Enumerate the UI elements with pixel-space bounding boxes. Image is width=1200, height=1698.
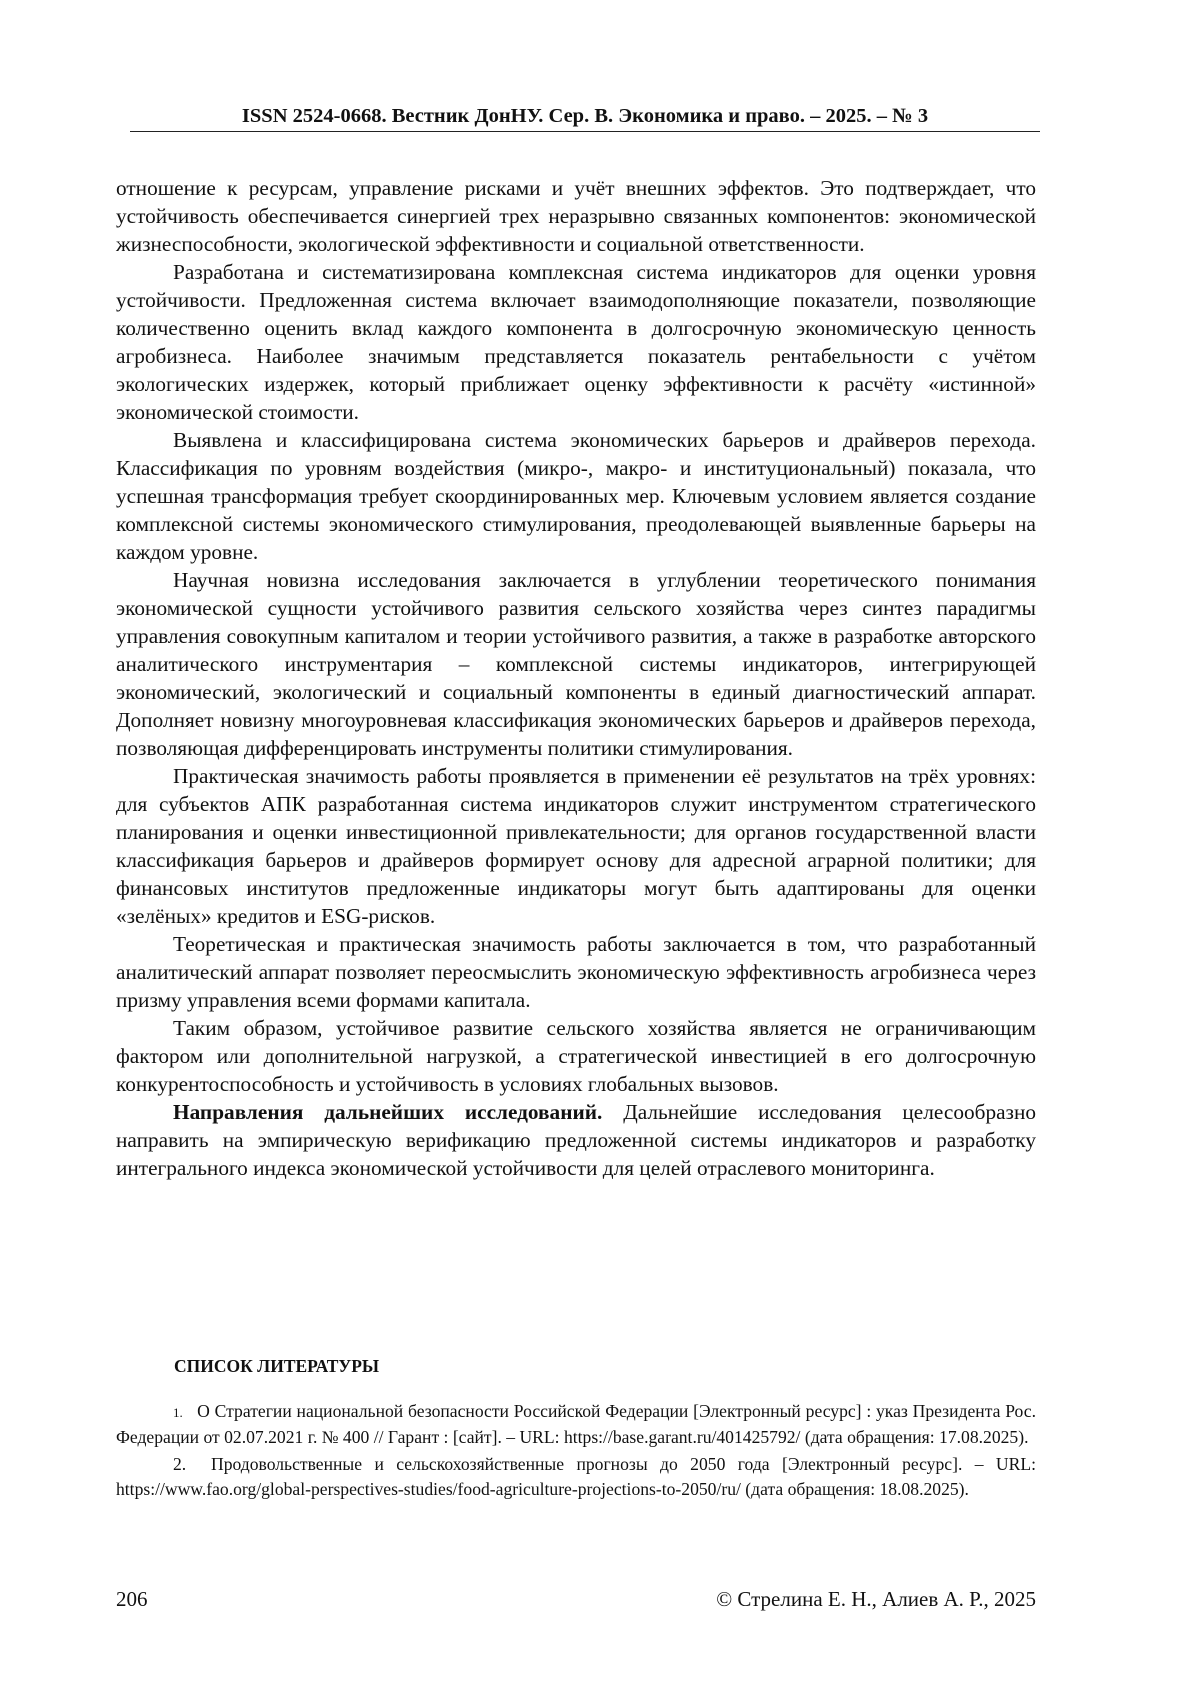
references-heading: СПИСОК ЛИТЕРАТУРЫ [174,1356,380,1376]
paragraph-future-research [116,1098,1036,1182]
paragraph-theoretical-significance: Теоретическая и практическая значимость работы заключается в том, что разработанный аналитический аппарат позволяет переосмыслить экономическую эффективность агробизнеса через призму управления всеми формами капитала. [116,932,1036,1012]
reference-item [116,1452,1036,1502]
copyright-notice: © Стрелина Е. Н., Алиев А. Р., 2025 [716,1587,1036,1611]
running-header: ISSN 2524-0668. Вестник ДонНУ. Сер. В. Экономика и право. – 2025. – № 3 [241,105,929,127]
reference-number: 1. [173,1405,183,1420]
paragraph-novelty: Научная новизна исследования заключается в углублении теоретического понимания экономической сущности устойчивого развития сельского хозяйства через синтез парадигмы управления совокупным капиталом и теории устойчивого развития, а также в разработке авторского аналитического инструментария – комплексной системы индикаторов, интегрирующей экономический, экологический и социальный компоненты в единый диагностический аппарат. Дополняет новизну многоуровневая классификация экономических барьеров и драйверов перехода, позволяющая дифференцировать инструменты политики стимулирования. [116,568,1036,760]
paragraph-indicators: Разработана и систематизирована комплексная система индикаторов для оценки уровня устойчивости. Предложенная система включает взаимодополняющие показатели, позволяющие количественно оценить вклад каждого компонента в долгосрочную экономическую ценность агробизнеса. Наиболее значимым представляется показатель рентабельности с учётом экологических издержек, который приближает оценку эффективности к расчёту «истинной» экономической стоимости. [116,260,1036,424]
paragraph-barriers: Выявлена и классифицирована система экономических барьеров и драйверов перехода. Классификация по уровням воздействия (микро-, макро- и институциональный) показала, что успешная трансформация требует скоординированных мер. Ключевым условием является создание комплексной системы экономического стимулирования, преодолевающей выявленные барьеры на каждом уровне. [116,428,1036,564]
paragraph-practical-significance: Практическая значимость работы проявляется в применении её результатов на трёх уровнях: для субъектов АПК разработанная система индикаторов служит инструментом стратегического планирования и оценки инвестиционной привлекательности; для органов государственной власти классификация барьеров и драйверов формирует основу для адресной аграрной политики; для финансовых институтов предложенные индикаторы могут быть адаптированы для оценки «зелёных» кредитов и ESG-рисков. [116,764,1036,928]
future-research-text: Дальнейшие исследования целесообразно направить на эмпирическую верификацию предложенной системы индикаторов и разработку интегрального индекса экономической устойчивости для целей отраслевого мониторинга. [116,1100,1037,1180]
future-research-lead: Направления дальнейших исследований. [173,1100,603,1124]
references-list [116,1399,1036,1504]
reference-text: О Стратегии национальной безопасности Российской Федерации [Электронный ресурс] : указ Президента Рос. Федерации от 02.07.2021 г. № 400 // Гарант : [сайт]. – URL: https://base.garant.ru/401425792/ (дата обращения: 17.08.2025). [116,1401,1036,1447]
paragraph-summary: Таким образом, устойчивое развитие сельского хозяйства является не ограничивающим фактором или дополнительной нагрузкой, а стратегической инвестицией в его долгосрочную конкурентоспособность и устойчивость в условиях глобальных вызовов. [116,1016,1036,1096]
page-number: 206 [116,1587,148,1611]
header-rule [130,131,1040,132]
article-body [116,174,1036,1182]
reference-number: 2. [173,1454,187,1474]
reference-text: Продовольственные и сельскохозяйственные прогнозы до 2050 года [Электронный ресурс]. – URL: https://www.fao.org/global-perspectives-studies/food-agriculture-projections-to-2050/ru/ (дата обращения: 18.08.2025). [116,1454,1036,1499]
paragraph-conclusion-continued: отношение к ресурсам, управление рисками и учёт внешних эффектов. Это подтверждает, что устойчивость обеспечивается синергией трех неразрывно связанных компонентов: экономической жизнеспособности, экологической эффективности и социальной ответственности. [116,176,1036,256]
reference-item [116,1399,1036,1450]
